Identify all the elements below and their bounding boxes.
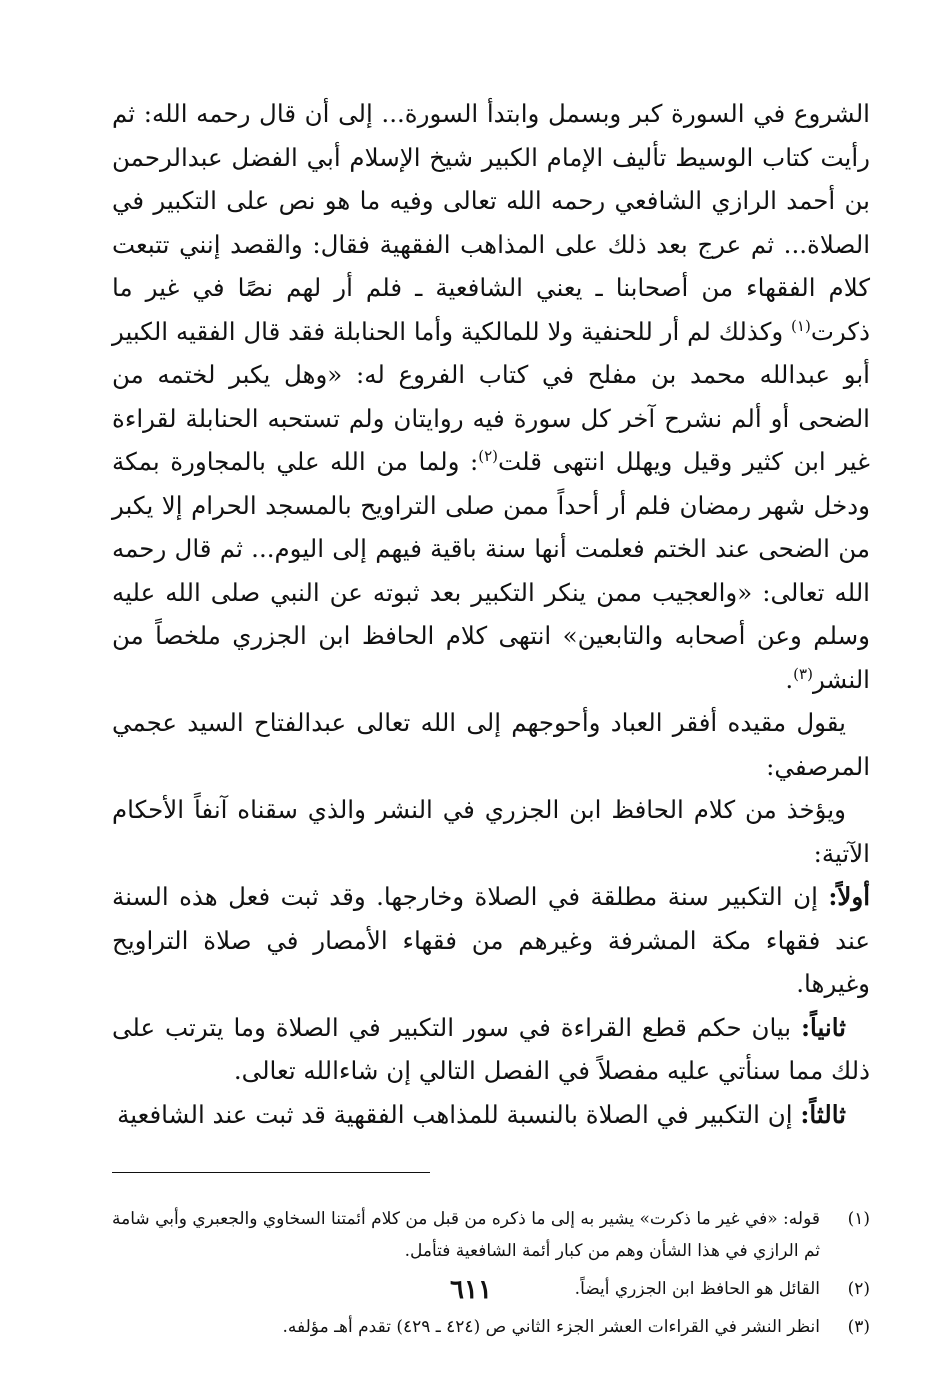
paragraph-end: . xyxy=(785,664,794,694)
footnotes xyxy=(112,1203,870,1343)
footnote-separator xyxy=(112,1172,430,1173)
footnote-text: القائل هو الحافظ ابن الجزري أيضاً. xyxy=(574,1279,820,1299)
point-label: ثالثاً: xyxy=(800,1099,846,1129)
footnote-ref-1: (١) xyxy=(791,316,811,335)
footnote-ref-2: (٢) xyxy=(478,446,499,465)
paragraph-first-point xyxy=(112,875,870,1006)
paragraph-text: إن التكبير سنة مطلقة في الصلاة وخارجها. وقد ثبت فعل هذه السنة عند فقهاء مكة المشرفة وغيرهم من فقهاء الأمصار في صلاة التراويح وغيرها. xyxy=(112,882,870,998)
paragraph-third-point xyxy=(112,1093,870,1137)
point-label: أولاً: xyxy=(828,882,870,911)
footnote-1 xyxy=(112,1203,870,1267)
paragraph-text: الشروع في السورة كبر وبسمل وابتدأ السورة... إلى أن قال رحمه الله: ثم رأيت كتاب الوسيط تأليف الإمام الكبير شيخ الإسلام أبي الفضل عبدالرحمن بن أحمد الرازي الشافعي رحمه الله تعالى وفيه ما هو نص على التكبير في الصلاة... ثم عرج بعد ذلك على المذاهب الفقهية فقال: والقصد إنني تتبعت كلام الفقهاء من أصحابنا ـ يعني الشافعية ـ فلم أر لهم نصًا في غير ما ذكرت xyxy=(112,99,870,346)
paragraph-text-continued: وكذلك لم أر للحنفية ولا للمالكية وأما الحنابلة فقد قال الفقيه الكبير أبو عبدالله محمد بن مفلح في كتاب الفروع له: «وهل يكبر لختمه من الضحى أو ألم نشرح آخر كل سورة فيه روايتان ولم تستحبه الحنابلة لقراءة غير ابن كثير وقيل ويهلل انتهى قلت xyxy=(112,316,870,476)
main-text xyxy=(112,92,870,1136)
footnote-text: انظر النشر في القراءات العشر الجزء الثاني ص (٤٢٤ ـ ٤٢٩) تقدم أهـ مؤلفه. xyxy=(282,1317,820,1337)
footnote-number: (٣) xyxy=(847,1317,870,1337)
paragraph-text: بيان حكم قطع القراءة في سور التكبير في الصلاة وما يترتب على ذلك مما سنأتي عليه مفصلاً في الفصل التالي إن شاءالله تعالى. xyxy=(112,1012,870,1085)
footnote-number: (١) xyxy=(847,1209,870,1229)
paragraph-text: يقول مقيده أفقر العباد وأحوجهم إلى الله تعالى عبدالفتاح السيد عجمي المرصفي: xyxy=(112,708,870,781)
page-number: ٦١١ xyxy=(450,1275,492,1305)
footnote-3 xyxy=(112,1311,870,1343)
footnote-ref-3: (٣) xyxy=(793,664,813,683)
point-label: ثانياً: xyxy=(800,1012,846,1042)
paragraph-second-point xyxy=(112,1006,870,1093)
paragraph-1 xyxy=(112,92,870,701)
paragraph-text: إن التكبير في الصلاة بالنسبة للمذاهب الفقهية قد ثبت عند الشافعية xyxy=(117,1099,801,1129)
paragraph-text: ويؤخذ من كلام الحافظ ابن الجزري في النشر والذي سقناه آنفاً الأحكام الآتية: xyxy=(112,795,870,868)
paragraph-3 xyxy=(112,788,870,875)
paragraph-2 xyxy=(112,701,870,788)
footnote-text: قوله: «في غير ما ذكرت» يشير به إلى ما ذكره من قبل من كلام أئمتنا السخاوي والجعبري وأبي شامة ثم الرازي في هذا الشأن وهم من كبار أئمة الشافعية فتأمل. xyxy=(112,1209,820,1261)
paragraph-text-continued: : ولما من الله علي بالمجاورة بمكة ودخل شهر رمضان فلم أر أحداً ممن صلى التراويح بالمسجد الحرام إلا يكبر من الضحى عند الختم فعلمت أنها سنة باقية فيهم إلى اليوم... ثم قال رحمه الله تعالى: «والعجيب ممن ينكر التكبير بعد ثبوته عن النبي صلى الله عليه وسلم وعن أصحابه والتابعين» انتهى كلام الحافظ ابن الجزري ملخصاً من النشر xyxy=(112,447,870,694)
footnote-number: (٢) xyxy=(847,1279,870,1299)
